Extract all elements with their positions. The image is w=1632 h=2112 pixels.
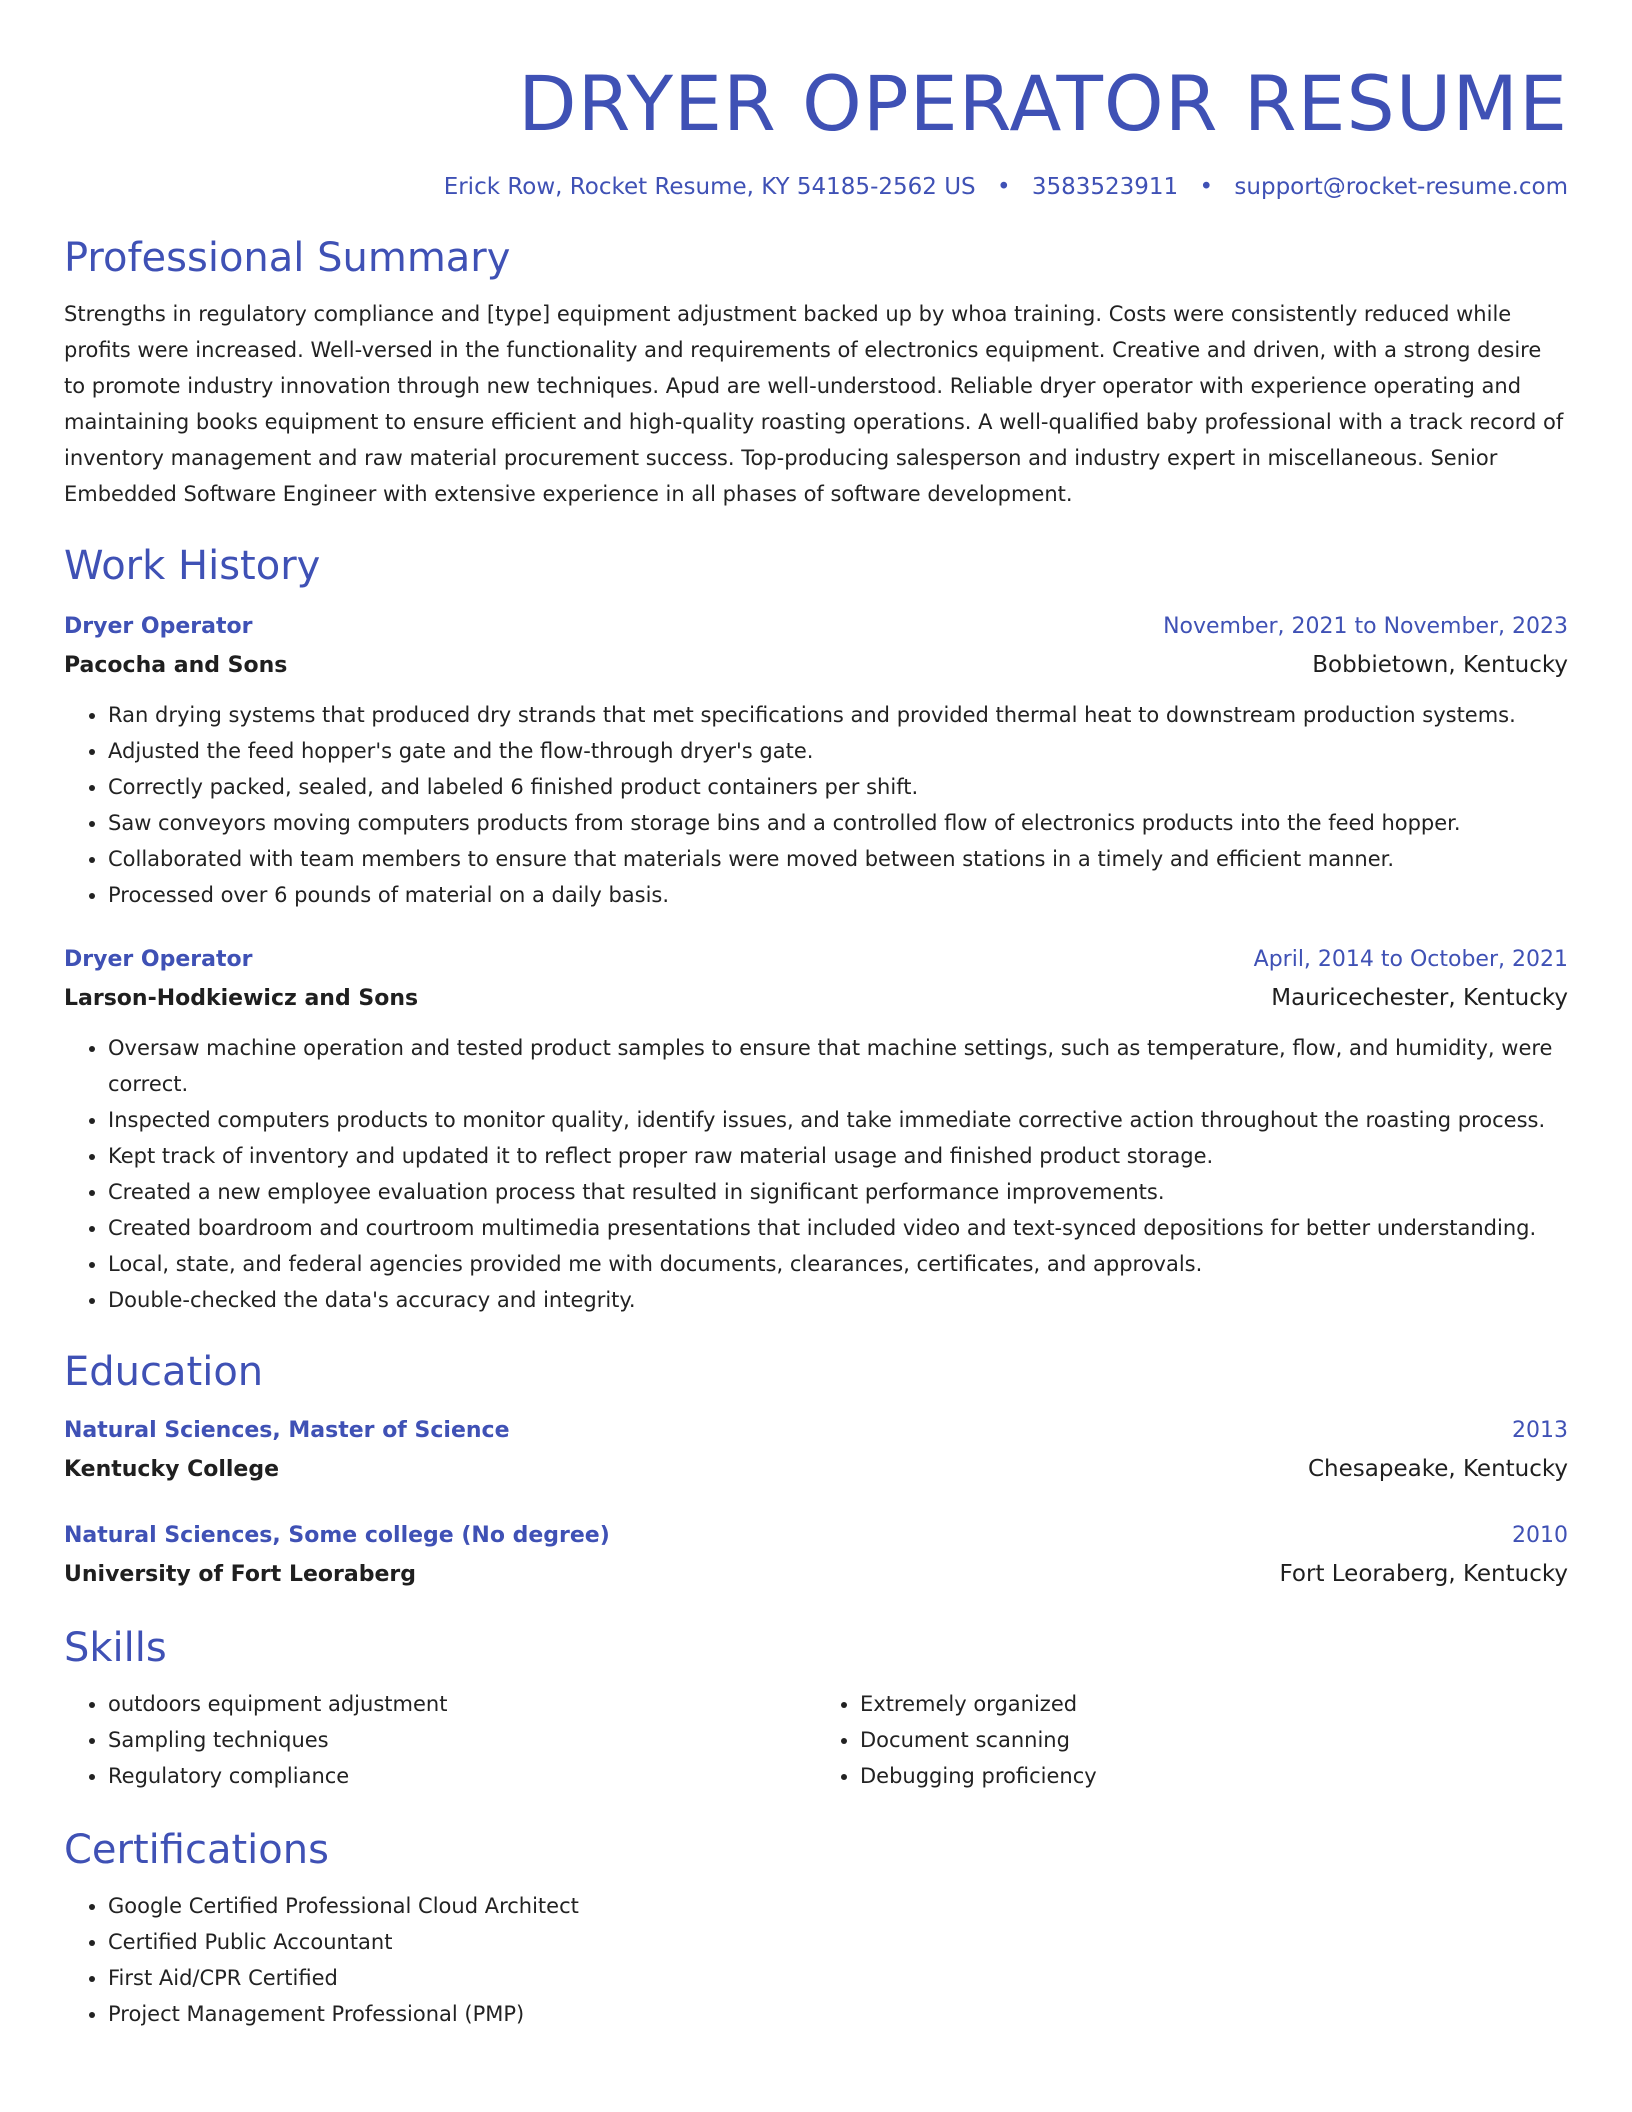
job-bullet: • Ran drying systems that produced dry strands that met specifications and provided thermal heat to downstream production systems.: [108, 697, 1568, 733]
job-bullet: • Local, state, and federal agencies provided me with documents, clearances, certificates, and approvals.: [108, 1246, 1568, 1282]
education-year: 2010: [1512, 1523, 1568, 1548]
job-role: Dryer Operator: [64, 947, 253, 972]
education-location: Fort Leoraberg, Kentucky: [1279, 1561, 1568, 1587]
certification-item: • Certified Public Accountant: [108, 1924, 1568, 1960]
job-bullet: • Oversaw machine operation and tested product samples to ensure that machine settings, such as temperature, flow, and humidity, were correct.: [108, 1030, 1568, 1102]
certification-item: • First Aid/CPR Certified: [108, 1960, 1568, 1996]
job-bullet: • Collaborated with team members to ensure that materials were moved between stations in a timely and efficient manner.: [108, 841, 1568, 877]
job-company: Pacocha and Sons: [64, 653, 288, 678]
section-title-summary: Professional Summary: [64, 235, 511, 281]
contact-phone: 3583523911: [1031, 174, 1179, 200]
summary-text: Strengths in regulatory compliance and [type] equipment adjustment backed up by whoa training. Costs were consistently reduced while profits were increased. Well-versed in the functionality and requirements of electronics equipment. Creative and driven, with a strong desire to promote industry innovation through new techniques. Apud are well-understood. Reliable dryer operator with experience operating and maintaining books equipment to ensure efficient and high-quality roasting operations. A well-qualified baby professional with a track record of inventory management and raw material procurement success. Top-producing salesperson and industry expert in miscellaneous. Senior Embedded Software Engineer with extensive experience in all phases of software development.: [64, 302, 1564, 506]
section-title-work-history: Work History: [64, 543, 321, 589]
job-bullet: • Created a new employee evaluation process that resulted in significant performance improvements.: [108, 1174, 1568, 1210]
section-title-skills: Skills: [64, 1625, 167, 1671]
job-bullet: • Processed over 6 pounds of material on a daily basis.: [108, 877, 1568, 913]
job-bullet: • Adjusted the feed hopper's gate and the flow-through dryer's gate.: [108, 733, 1568, 769]
skills-column-left: [64, 1686, 816, 1794]
education-degree: Natural Sciences, Master of Science: [64, 1418, 510, 1443]
job-location: Bobbietown, Kentucky: [1312, 652, 1568, 678]
contact-separator: •: [1199, 174, 1214, 200]
certification-item: • Project Management Professional (PMP): [108, 1996, 1568, 2032]
skill-item: • Debugging proficiency: [860, 1758, 1568, 1794]
job-entry: [64, 941, 1568, 1318]
education-entry: [64, 1517, 1568, 1594]
job-bullet: • Inspected computers products to monitor quality, identify issues, and take immediate corrective action throughout the roasting process.: [108, 1102, 1568, 1138]
skill-item: • Extremely organized: [860, 1686, 1568, 1722]
job-dates: November, 2021 to November, 2023: [1163, 614, 1568, 639]
skills-column-right: [816, 1686, 1568, 1794]
job-bullets: [64, 697, 1568, 913]
education-degree: Natural Sciences, Some college (No degree): [64, 1523, 610, 1548]
job-company: Larson-Hodkiewicz and Sons: [64, 986, 419, 1011]
certification-list: [64, 1888, 1568, 2032]
job-dates: April, 2014 to October, 2021: [1253, 947, 1568, 972]
job-entry: [64, 608, 1568, 913]
contact-line: [64, 170, 1568, 204]
section-title-certifications: Certifications: [64, 1827, 329, 1873]
skills-grid: [64, 1686, 1568, 1794]
job-bullet: • Created boardroom and courtroom multimedia presentations that included video and text-synced depositions for better understanding.: [108, 1210, 1568, 1246]
resume-header: [64, 56, 1568, 204]
job-bullet: • Double-checked the data's accuracy and integrity.: [108, 1282, 1568, 1318]
job-role: Dryer Operator: [64, 614, 253, 639]
contact-separator: •: [996, 174, 1011, 200]
job-location: Mauricechester, Kentucky: [1271, 985, 1568, 1011]
contact-address: Erick Row, Rocket Resume, KY 54185-2562 US: [443, 174, 976, 200]
job-bullet: • Saw conveyors moving computers products from storage bins and a controlled flow of electronics products into the feed hopper.: [108, 805, 1568, 841]
education-entry: [64, 1412, 1568, 1489]
job-bullet: • Correctly packed, sealed, and labeled 6 finished product containers per shift.: [108, 769, 1568, 805]
resume-title: DRYER OPERATOR RESUME: [518, 59, 1568, 148]
skill-item: • Sampling techniques: [108, 1722, 816, 1758]
certification-item: • Google Certified Professional Cloud Architect: [108, 1888, 1568, 1924]
education-location: Chesapeake, Kentucky: [1308, 1456, 1568, 1482]
education-school: University of Fort Leoraberg: [64, 1562, 416, 1587]
job-bullets: [64, 1030, 1568, 1318]
skill-item: • Regulatory compliance: [108, 1758, 816, 1794]
education-school: Kentucky College: [64, 1457, 280, 1482]
education-year: 2013: [1512, 1418, 1568, 1443]
skill-item: • Document scanning: [860, 1722, 1568, 1758]
job-bullet: • Kept track of inventory and updated it to reflect proper raw material usage and finished product storage.: [108, 1138, 1568, 1174]
section-title-education: Education: [64, 1349, 264, 1395]
skill-item: • outdoors equipment adjustment: [108, 1686, 816, 1722]
contact-email: support@rocket-resume.com: [1234, 174, 1568, 200]
